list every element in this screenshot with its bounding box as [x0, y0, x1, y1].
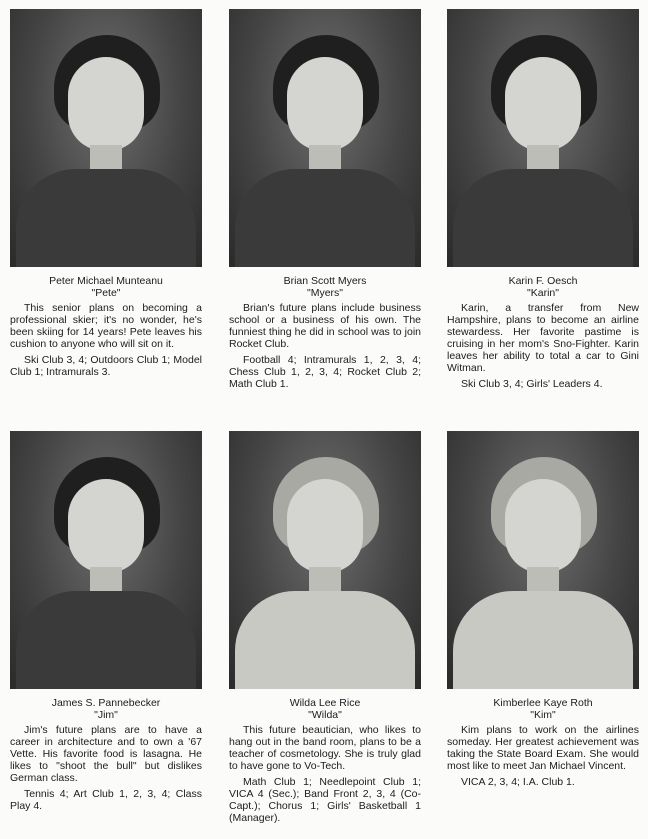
senior-portrait-photo: [10, 9, 202, 267]
senior-nickname: "Kim": [530, 709, 556, 721]
senior-nickname: "Jim": [94, 709, 118, 721]
senior-name: Peter Michael Munteanu: [49, 275, 163, 287]
senior-name: Wilda Lee Rice: [289, 697, 361, 709]
senior-activities: VICA 2, 3, 4; I.A. Club 1.: [461, 776, 575, 788]
senior-name: Kimberlee Kaye Roth: [493, 697, 593, 709]
senior-activities: Math Club 1; Needlepoint Club 1; VICA 4 (Sec.); Band Front 2, 3, 4 (Co-Capt.); Chorus 1; Girls' Basketball 1 (Manager).: [229, 776, 421, 824]
senior-nickname: "Myers": [306, 287, 344, 299]
senior-bio: This senior plans on becoming a professional skier; it's no wonder, he's been skiing for 14 years! Pete leaves his cushion to anyone who will sit on it.: [10, 302, 202, 350]
senior-bio: Karin, a transfer from New Hampshire, plans to become an airline stewardess. Her favorite pastime is cruising in her mom's Sno-Fighter. Karin leaves her ability to total a car to Gini Witman.: [447, 302, 639, 374]
senior-entry: [10, 9, 202, 378]
senior-entry: [447, 431, 639, 788]
senior-name: Karin F. Oesch: [508, 275, 578, 287]
senior-portrait-photo: [10, 431, 202, 689]
senior-activities: Ski Club 3, 4; Girls' Leaders 4.: [461, 378, 603, 390]
senior-portrait-photo: [447, 431, 639, 689]
senior-portrait-photo: [229, 431, 421, 689]
senior-entry: [229, 9, 421, 390]
senior-activities: Tennis 4; Art Club 1, 2, 3, 4; Class Play 4.: [10, 788, 202, 812]
senior-portrait-photo: [447, 9, 639, 267]
senior-portrait-photo: [229, 9, 421, 267]
senior-bio: Jim's future plans are to have a career in architecture and to own a '67 Vette. His favorite food is lasagna. He likes to "shoot the bull" but dislikes German class.: [10, 724, 202, 784]
senior-nickname: "Wilda": [308, 709, 342, 721]
senior-name: James S. Pannebecker: [51, 697, 161, 709]
senior-entry: [229, 431, 421, 824]
senior-nickname: "Karin": [527, 287, 559, 299]
senior-entry: [10, 431, 202, 812]
senior-activities: Ski Club 3, 4; Outdoors Club 1; Model Club 1; Intramurals 3.: [10, 354, 202, 378]
senior-entry: [447, 9, 639, 390]
senior-bio: Brian's future plans include business school or a business of his own. The funniest thing he did in school was to join Rocket Club.: [229, 302, 421, 350]
senior-name: Brian Scott Myers: [283, 275, 367, 287]
senior-nickname: "Pete": [91, 287, 121, 299]
senior-bio: This future beautician, who likes to hang out in the band room, plans to be a teacher of cosmetology. She is truly glad to have gone to Vo-Tech.: [229, 724, 421, 772]
senior-bio: Kim plans to work on the airlines someday. Her greatest achievement was taking the State Board Exam. She would most like to meet Jan Michael Vincent.: [447, 724, 639, 772]
senior-activities: Football 4; Intramurals 1, 2, 3, 4; Chess Club 1, 2, 3, 4; Rocket Club 2; Math Club 1.: [229, 354, 421, 390]
